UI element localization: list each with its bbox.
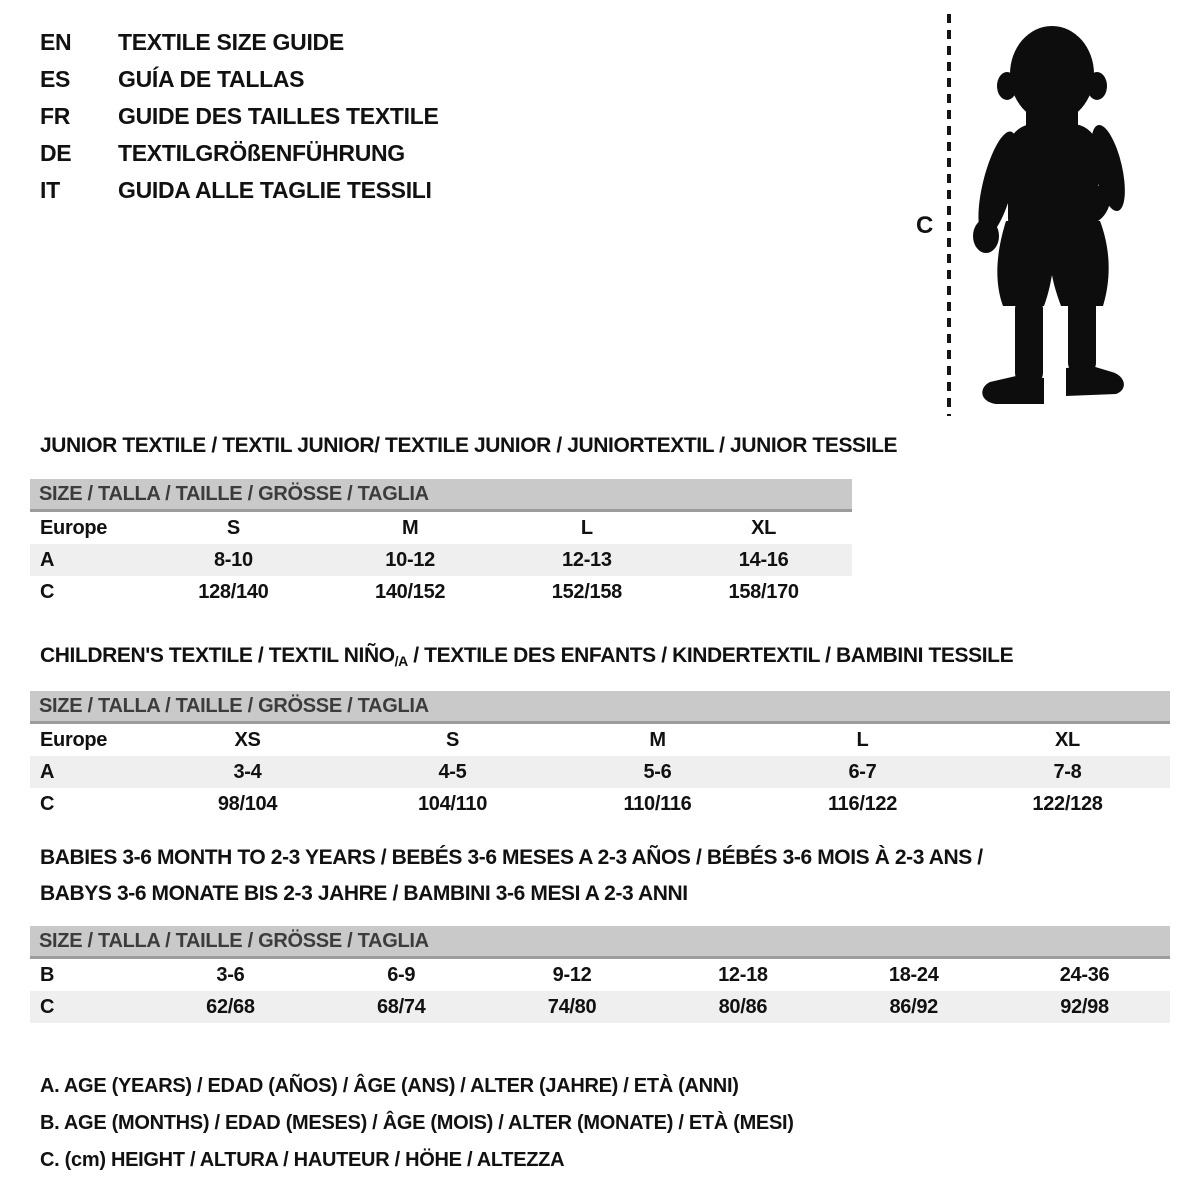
junior-textile-table bbox=[30, 479, 852, 608]
table-cell: XL bbox=[751, 516, 777, 539]
table-cell: L bbox=[580, 516, 593, 539]
babies-textile-table bbox=[30, 926, 1170, 1023]
guide-title-it: GUIDA ALLE TAGLIE TESSILI bbox=[118, 177, 432, 203]
table-cell: M bbox=[401, 516, 419, 539]
childrens-title-sub: /A bbox=[394, 653, 408, 669]
language-row-de bbox=[40, 135, 439, 172]
table-cell: 116/122 bbox=[827, 792, 898, 815]
table-row bbox=[30, 788, 1170, 820]
table-cell: 9-12 bbox=[552, 963, 592, 986]
row-label: B bbox=[40, 963, 55, 986]
row-label: Europe bbox=[40, 728, 108, 751]
babies-title-line1-text: BABIES 3-6 MONTH TO 2-3 YEARS / BEBÉS 3-6 MESES A 2-3 AÑOS / BÉBÉS 3-6 MOIS À 2-3 ANS / bbox=[40, 846, 983, 869]
table-cell: 4-5 bbox=[438, 760, 467, 783]
table-cell: 62/68 bbox=[206, 995, 255, 1018]
childrens-title-main: CHILDREN'S TEXTILE / TEXTIL NIÑO bbox=[40, 644, 395, 667]
table-cell: 122/128 bbox=[1032, 792, 1103, 815]
table-row bbox=[30, 959, 1170, 991]
table-cell: 104/110 bbox=[417, 792, 488, 815]
table-row bbox=[30, 724, 1170, 756]
table-row bbox=[30, 544, 852, 576]
language-row-it bbox=[40, 172, 439, 209]
table-cell: 6-7 bbox=[848, 760, 877, 783]
language-row-es bbox=[40, 61, 439, 98]
table-cell: S bbox=[226, 516, 240, 539]
table-cell: 68/74 bbox=[376, 995, 426, 1018]
language-row-en bbox=[40, 24, 439, 61]
babies-title-line2-text: BABYS 3-6 MONATE BIS 2-3 JAHRE / BAMBINI 3-6 MESI A 2-3 ANNI bbox=[40, 882, 688, 905]
table-cell: XL bbox=[1055, 728, 1080, 751]
childrens-textile-table bbox=[30, 691, 1170, 820]
table-cell: 80/86 bbox=[718, 995, 768, 1018]
table-cell: 7-8 bbox=[1053, 760, 1082, 783]
table-cell: 158/170 bbox=[728, 580, 799, 603]
language-code: EN bbox=[40, 29, 72, 55]
row-label: A bbox=[40, 548, 55, 571]
table-cell: 10-12 bbox=[385, 548, 435, 571]
table-cell: 14-16 bbox=[738, 548, 789, 571]
row-label: C bbox=[40, 580, 55, 603]
table-row bbox=[30, 512, 852, 544]
language-row-fr bbox=[40, 98, 439, 135]
legend-line-c: C. (cm) HEIGHT / ALTURA / HAUTEUR / HÖHE / ALTEZZA bbox=[40, 1149, 565, 1171]
table-cell: 12-18 bbox=[718, 963, 768, 986]
table-cell: 3-6 bbox=[216, 963, 245, 986]
toddler-silhouette-icon bbox=[960, 18, 1144, 418]
table-cell: 128/140 bbox=[198, 580, 269, 603]
table-cell: 18-24 bbox=[888, 963, 939, 986]
language-code: ES bbox=[40, 66, 71, 92]
size-header-bar: SIZE / TALLA / TAILLE / GRÖSSE / TAGLIA bbox=[30, 479, 852, 512]
table-cell: 86/92 bbox=[889, 995, 938, 1018]
junior-textile-title bbox=[40, 434, 897, 458]
height-measure-label: C bbox=[916, 212, 934, 239]
table-cell: 8-10 bbox=[213, 548, 253, 571]
table-row bbox=[30, 756, 1170, 788]
row-label: C bbox=[40, 995, 55, 1018]
guide-title-fr: GUIDE DES TAILLES TEXTILE bbox=[118, 103, 439, 129]
guide-title-es: GUÍA DE TALLAS bbox=[118, 66, 305, 92]
guide-title-de: TEXTILGRÖßENFÜHRUNG bbox=[118, 140, 405, 166]
childrens-textile-title bbox=[40, 644, 1013, 668]
junior-textile-title-text: JUNIOR TEXTILE / TEXTIL JUNIOR/ TEXTILE JUNIOR / JUNIORTEXTIL / JUNIOR TESSILE bbox=[40, 434, 898, 457]
row-label: Europe bbox=[40, 516, 108, 539]
height-measure-dashed-line bbox=[947, 14, 951, 416]
table-cell: 152/158 bbox=[551, 580, 622, 603]
legend-line-a: A. AGE (YEARS) / EDAD (AÑOS) / ÂGE (ANS) / ALTER (JAHRE) / ETÀ (ANNI) bbox=[40, 1075, 739, 1097]
table-cell: L bbox=[856, 728, 869, 751]
babies-title-line1 bbox=[40, 846, 983, 870]
table-cell: S bbox=[445, 728, 460, 751]
table-row bbox=[30, 576, 852, 608]
language-code: IT bbox=[40, 177, 60, 203]
table-row bbox=[30, 991, 1170, 1023]
table-cell: 3-4 bbox=[233, 760, 262, 783]
size-header-bar: SIZE / TALLA / TAILLE / GRÖSSE / TAGLIA bbox=[30, 926, 1170, 959]
table-cell: 110/116 bbox=[623, 792, 692, 815]
table-cell: M bbox=[649, 728, 666, 751]
language-code: FR bbox=[40, 103, 71, 129]
table-cell: 98/104 bbox=[217, 792, 278, 815]
height-figure bbox=[890, 0, 1160, 430]
language-header bbox=[40, 24, 439, 209]
legend-line-b: B. AGE (MONTHS) / EDAD (MESES) / ÂGE (MOIS) / ALTER (MONATE) / ETÀ (MESI) bbox=[40, 1112, 794, 1134]
row-label: C bbox=[40, 792, 55, 815]
table-cell: 5-6 bbox=[643, 760, 672, 783]
childrens-title-rest: / TEXTILE DES ENFANTS / KINDERTEXTIL / BAMBINI TESSILE bbox=[407, 644, 1014, 667]
table-cell: 74/80 bbox=[547, 995, 597, 1018]
table-cell: 140/152 bbox=[375, 580, 446, 603]
language-code: DE bbox=[40, 140, 72, 166]
babies-title-line2 bbox=[40, 882, 688, 906]
table-cell: 92/98 bbox=[1060, 995, 1109, 1018]
row-label: A bbox=[40, 760, 55, 783]
measurement-legend bbox=[40, 1068, 794, 1179]
table-cell: 24-36 bbox=[1059, 963, 1110, 986]
table-cell: 12-13 bbox=[562, 548, 612, 571]
guide-title-en: TEXTILE SIZE GUIDE bbox=[118, 29, 344, 55]
table-cell: XS bbox=[234, 728, 261, 751]
size-header-bar: SIZE / TALLA / TAILLE / GRÖSSE / TAGLIA bbox=[30, 691, 1170, 724]
table-cell: 6-9 bbox=[387, 963, 416, 986]
